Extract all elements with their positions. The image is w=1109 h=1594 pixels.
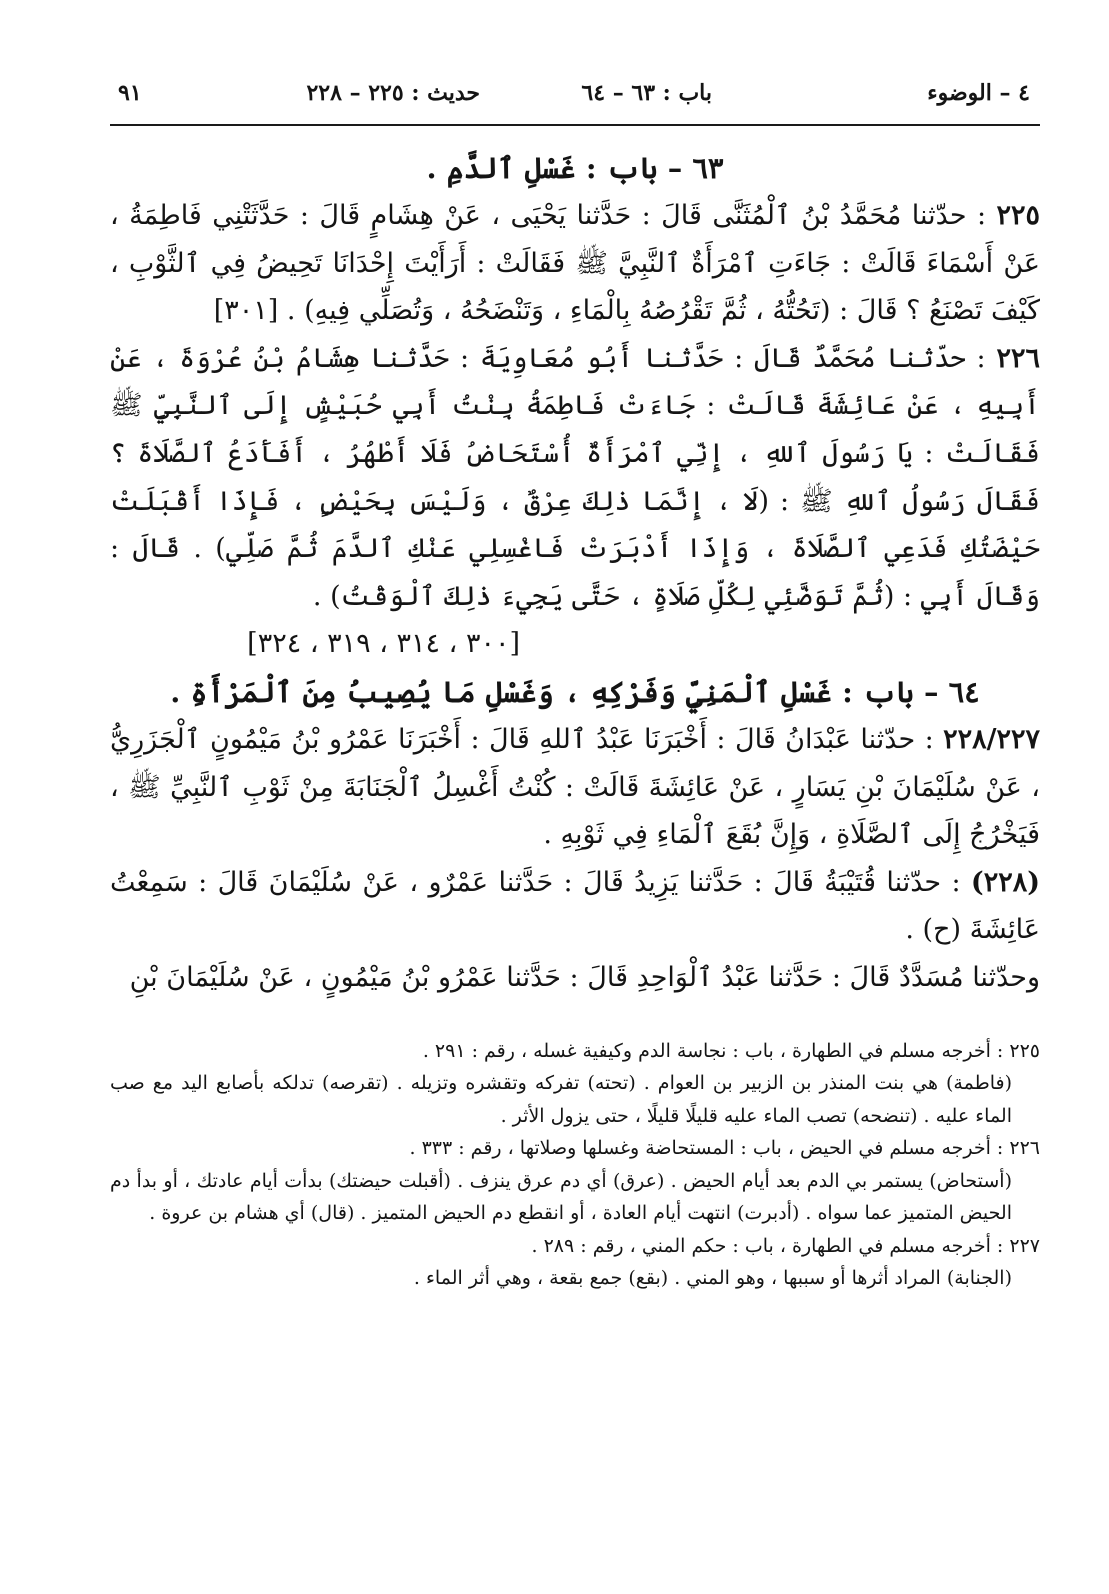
book-page [110, 74, 1040, 1295]
chapter-63-title: ٦٣ – باب : غَسْلِ ٱلدَّمِ . [426, 151, 724, 185]
hadith-number: ٢٢٨/٢٢٧ [943, 723, 1040, 755]
footnotes [110, 1035, 1040, 1295]
header-chapter: ٤ – الوضوء [927, 80, 1030, 106]
hadith-226 [110, 335, 1040, 621]
footnote-227-gloss: (الجنابة) المراد أثرها أو سببها ، وهو المني . (بقع) جمع بقعة ، وهي أثر الماء . [413, 1267, 1012, 1289]
chapter-64-title: ٦٤ – باب : غَسْلِ ٱلْمَنِيِّ وَفَرْكِهِ ، وَغَسْلِ مَا يُصِيبُ مِنَ ٱلْمَرْأَةِ . [170, 674, 980, 709]
running-header [110, 74, 1040, 118]
hadith-text: : حدّثنا عَبْدَانُ قَالَ : أَخْبَرَنَا عَبْدُ ٱللهِ قَالَ : أَخْبَرَنَا عَمْرُو بْنُ مَيْمُونٍ ٱلْجَزَرِيُّ ، عَنْ سُلَيْمَانَ بْنِ يَسَارٍ ، عَنْ عَائِشَةَ قَالَتْ : كُنْتُ أَغْسِلُ ٱلْجَنَابَةَ مِنْ ثَوْبِ ٱلنَّبِيِّ ﷺ ، فَيَخْرُجُ إِلَى ٱلصَّلَاةِ ، وَإِنَّ بُقَعَ ٱلْمَاءِ فِي ثَوْبِهِ . [110, 723, 1040, 851]
hadith-225 [110, 192, 1040, 335]
hadith-number: ٢٢٦ [996, 342, 1040, 374]
footnote-226-gloss: (أستحاض) يستمر بي الدم بعد أيام الحيض . (عرق) أي دم عرق ينزف . (أقبلت حيضتك) بدأت أيام عادتك ، أو بدأ دم الحيض المتميز عما سواه . (أدبرت) انتهت أيام العادة ، أو انقطع دم الحيض المتميز . (قال) أي هشام بن عروة . [110, 1169, 1012, 1224]
hadith-228 [110, 859, 1040, 954]
header-divider [110, 124, 1040, 126]
hadith-text: : حدّثنا مُحَمَّدُ بْنُ ٱلْمُثَنَّى قَالَ : حَدَّثنا يَحْيَى ، عَنْ هِشَامٍ قَالَ : حَدَّثَتْنِي فَاطِمَةُ ، عَنْ أَسْمَاءَ قَالَتْ : جَاءَتِ ٱمْرَأَةٌ ٱلنَّبِيَّ ﷺ فَقَالَتْ : أَرَأَيْتَ إِحْدَانَا تَحِيضُ فِي ٱلثَّوْبِ ، كَيْفَ تَصْنَعُ ؟ قَالَ : (تَحُتُّهُ ، ثُمَّ تَقْرُصُهُ بِالْمَاءِ ، وَتَنْضَحُهُ ، وَتُصَلِّي فِيهِ) . [٣٠١] [110, 200, 1040, 327]
footnote-226-source: ٢٢٦ : أخرجه مسلم في الحيض ، باب : المستحاضة وغسلها وصلاتها ، رقم : ٣٣٣ . [409, 1137, 1040, 1159]
footnote-225-gloss: (فاطمة) هي بنت المنذر بن الزبير بن العوام . (تحته) تفركه وتقشره وتزيله . (تقرصه) تدلكه بأصابع اليد مع صب الماء عليه . (تنضحه) تصب الماء عليه قليلًا قليلًا ، حتى يزول الأثر . [110, 1072, 1012, 1127]
header-hadith-range: حديث : ٢٢٥ – ٢٢٨ [306, 80, 480, 106]
footnote-225-source: ٢٢٥ : أخرجه مسلم في الطهارة ، باب : نجاسة الدم وكيفية غسله ، رقم : ٢٩١ . [422, 1039, 1040, 1062]
main-text [110, 144, 1040, 1002]
footnote-227-source: ٢٢٧ : أخرجه مسلم في الطهارة ، باب : حكم المني ، رقم : ٢٨٩ . [531, 1234, 1040, 1257]
hadith-227 [110, 716, 1040, 859]
hadith-text: : حدّثنا مُحَمَّدٌ قَالَ : حَدَّثنا أَبُو مُعَاوِيَةَ : حَدَّثنا هِشَامُ بْنُ عُرْوَةَ ، عَنْ أَبِيهِ ، عَنْ عَائِشَةَ قَالَتْ : جَاءَتْ فَاطِمَةُ بِنْتُ أَبِي حُبَيْشٍ إِلَى ٱلنَّبِيِّ ﷺ فَقَالَتْ : يَا رَسُولَ ٱللهِ ، إِنِّي ٱمْرَأَةٌ أُسْتَحَاضُ فَلَا أَطْهُرُ ، أَفَأَدَعُ ٱلصَّلَاةَ ؟ فَقَالَ رَسُولُ ٱللهِ ﷺ : (لَا ، إِنَّمَا ذٰلِكَ عِرْقٌ ، وَلَيْسَ بِحَيْضٍ ، فَإِذَا أَقْبَلَتْ حَيْضَتُكِ فَدَعِي ٱلصَّلَاةَ ، وَإِذَا أَدْبَرَتْ فَاغْسِلِي عَنْكِ ٱلدَّمَ ثُمَّ صَلِّي) . قَالَ : وَقَالَ أَبِي : (ثُمَّ تَوَضَّئِي لِكُلِّ صَلَاةٍ ، حَتَّى يَجِيءَ ذٰلِكَ ٱلْوَقْتُ) . [110, 342, 1040, 612]
hadith-text: : حدّثنا قُتَيْبَةُ قَالَ : حَدَّثنا يَزِيدُ قَالَ : حَدَّثنا عَمْرٌو ، عَنْ سُلَيْمَانَ قَالَ : سَمِعْتُ عَائِشَةَ (ح) . [110, 866, 1040, 946]
hadith-226-cross-references: [٣٠٠ ، ٣١٤ ، ٣١٩ ، ٣٢٤] [247, 628, 520, 660]
hadith-228-continuation: وحدّثنا مُسَدَّدٌ قَالَ : حَدَّثنا عَبْدُ ٱلْوَاحِدِ قَالَ : حَدَّثنا عَمْرُو بْنُ مَيْمُونٍ ، عَنْ سُلَيْمَانَ بْنِ [129, 961, 1040, 993]
page-number: ٩١ [118, 80, 142, 106]
hadith-number: (٢٢٨) [970, 866, 1040, 898]
hadith-number: ٢٢٥ [996, 200, 1040, 231]
header-bab-range: باب : ٦٣ – ٦٤ [581, 80, 712, 106]
